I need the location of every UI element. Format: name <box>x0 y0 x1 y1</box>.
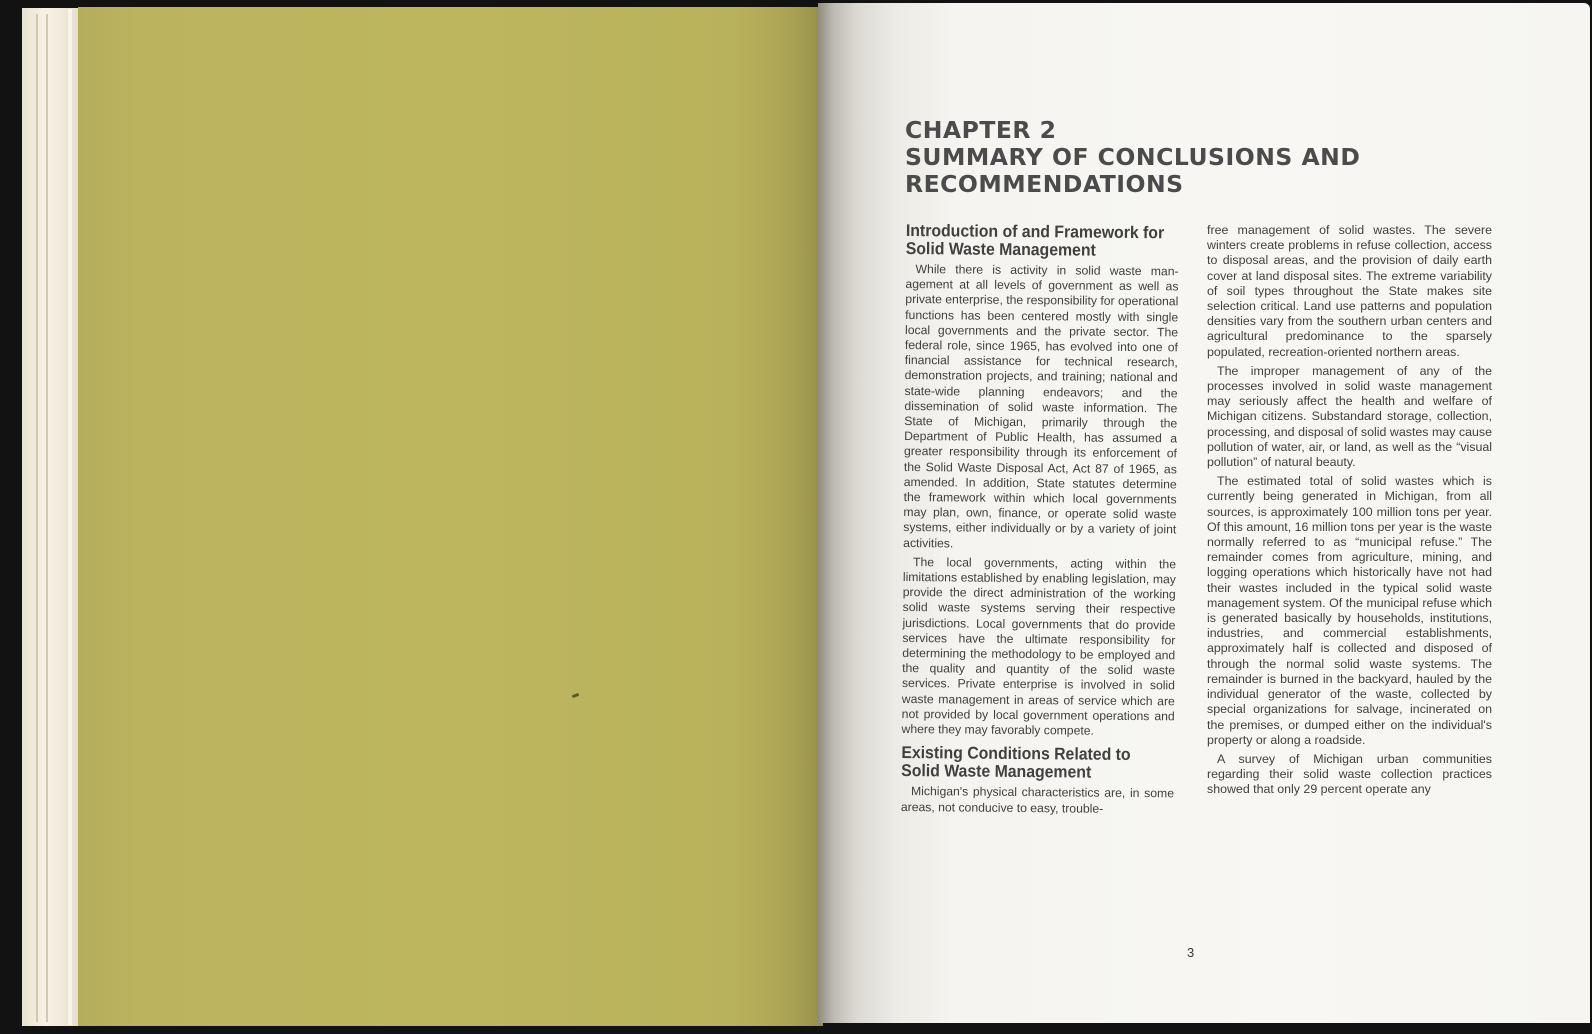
text-column-right <box>1207 223 1492 802</box>
paragraph: The local governments, acting within the limitations established by enabling legislation, may provide the direct administration of the working solid waste systems serving their respective jurisdictions. Local governments that do provide services have the ultimate responsibility for determining the methodology to be employed and the quality and quantity of the solid waste services. Private enterprise is involved in solid waste management in areas of service which are not provided by local government operations and where they may favorably compete. <box>901 554 1177 738</box>
heading-line: Solid Waste Management <box>901 761 1092 782</box>
paragraph: While there is activity in solid waste management at all levels of government as well as private enterprise, the responsibility for operational functions has been centered mostly with single local governments and the private sector. The federal role, since 1965, has evolved into one of financial assistance for technical research, demonstration projects, and training; national and state-wide planning endeavors; and the dissemination of solid waste information. The State of Michigan, primarily through the Department of Public Health, has assumed a greater responsibility through its enforcement of the Solid Waste Disposal Act, Act 87 of 1965, as amended. In addition, State statutes determine the framework within which local governments may plan, own, finance, or operate solid waste systems, either individually or by a variety of joint activities. <box>903 262 1179 551</box>
chapter-title-line: SUMMARY OF CONCLUSIONS AND <box>905 143 1361 171</box>
chapter-number: CHAPTER 2 <box>905 116 1057 144</box>
paragraph: A survey of Michigan urban communities regarding their solid waste collection practices showed that only 29 percent operate any <box>1207 751 1492 797</box>
page-divider <box>68 9 72 1025</box>
heading-line: Introduction of and Framework for <box>905 221 1165 243</box>
page-number: 3 <box>1187 945 1195 960</box>
paragraph: Michigan's physical characteristics are, in some areas, not conducive to easy, trouble- <box>900 784 1175 816</box>
page-speck <box>572 693 580 698</box>
section-heading-introduction <box>906 222 1185 260</box>
text-column-left <box>901 222 1179 821</box>
heading-line: Existing Conditions Related to <box>901 743 1131 765</box>
paragraph: The improper management of any of the processes involved in solid waste management may seriously affect the health and welfare of Michigan citizens. Substandard storage, collection, processing, and disposal of solid wastes may cause pollution of water, air, or land, as well as the “visual pollution” of natural beauty. <box>1207 363 1492 470</box>
paragraph: free management of solid wastes. The severe winters create problems in refuse collection, access to disposal areas, and the provision of daily earth cover at land disposal sites. The extreme variability of soil types throughout the State makes site selection critical. Land use patterns and population densities vary from the southern urban centers and agricultural predominance to the sparsely populated, recreation-oriented northern areas. <box>1207 223 1492 359</box>
page-edge-line <box>46 14 48 1022</box>
heading-line: Solid Waste Management <box>905 238 1096 260</box>
page-edge-line <box>36 14 38 1022</box>
chapter-title <box>905 117 1360 198</box>
chapter-title-line: RECOMMENDATIONS <box>905 170 1184 198</box>
paragraph: The estimated total of solid wastes which is currently being generated in Michigan, from all sources, is approximately 100 million tons per year. Of this amount, 16 million tons per year is the waste normally referred to as “municipal refuse.” The remainder comes from agriculture, mining, and logging operations which historically have not had their wastes included in the typical solid waste management system. Of the municipal refuse which is generated basically by households, institutions, industries, and commercial establishments, approximately half is collected and disposed of through the normal solid waste systems. The remainder is burned in the backyard, hauled by the individual generator of the waste, collected by special organizations for salvage, incinerated on the premises, or dumped either on the individual's property or along a roadside. <box>1207 474 1492 747</box>
left-page-blank <box>78 7 823 1026</box>
page-stack-edge <box>22 8 82 1026</box>
section-heading-existing-conditions <box>901 744 1180 782</box>
